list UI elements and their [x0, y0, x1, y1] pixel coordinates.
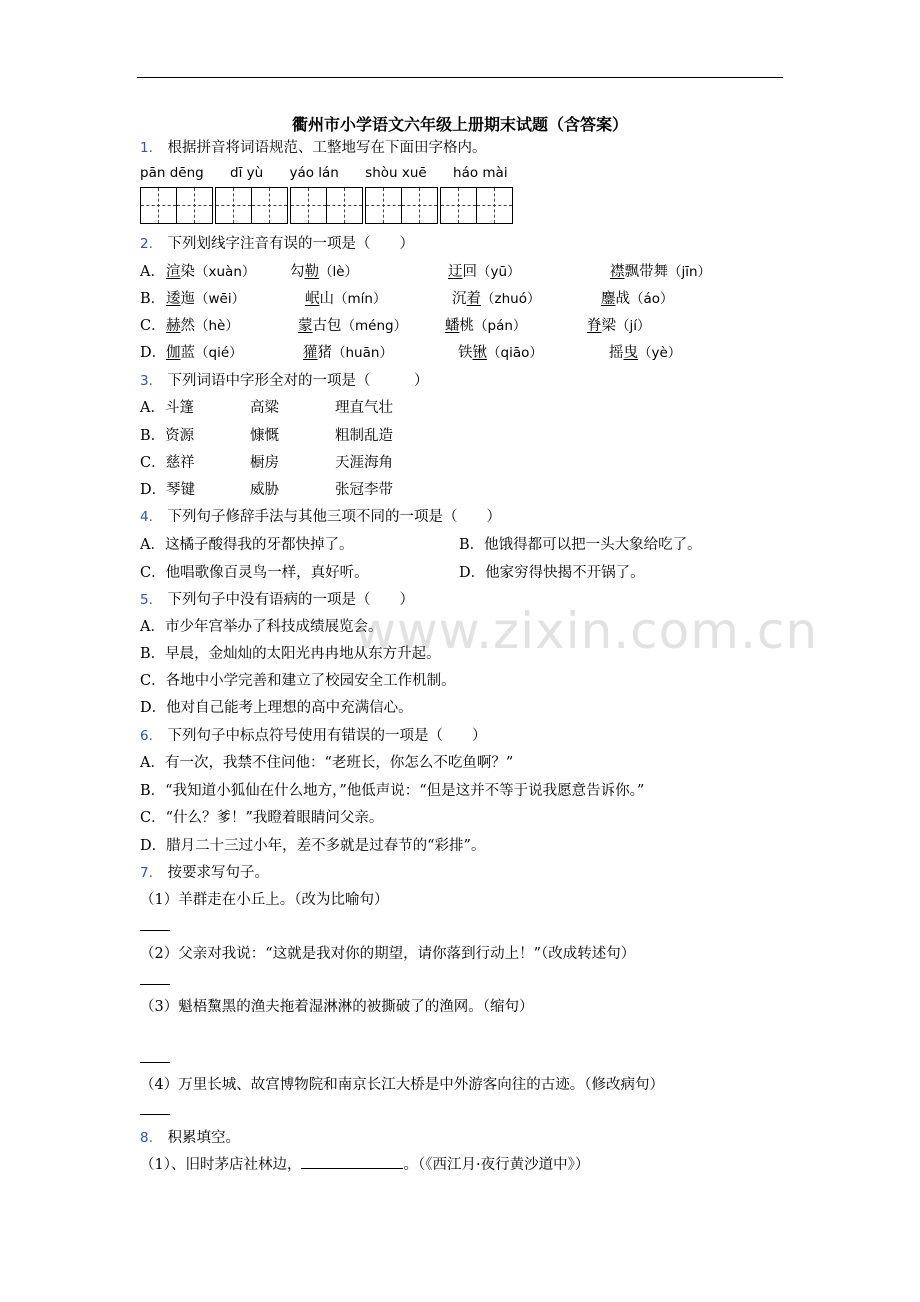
q2-item: 渲染（xuàn） — [166, 264, 256, 280]
q2-item: 逶迤（wēi） — [166, 291, 246, 307]
q2-item: 鏖战（áo） — [601, 291, 674, 307]
watermark: www.zixin.com.cn — [355, 602, 819, 660]
q6-option-b: B．“我知道小狐仙在什么地方，”他低声说：“但是这并不等于说我愿意告诉你。” — [140, 783, 645, 799]
fill-blank[interactable] — [301, 1154, 403, 1169]
q8-line-1 — [140, 1153, 589, 1174]
question-text: 下列句子中标点符号使用有错误的一项是（ ） — [167, 728, 487, 744]
pinyin: dī yù — [230, 165, 264, 181]
question-number: 6. — [140, 728, 153, 744]
answer-line[interactable] — [140, 916, 170, 935]
grid-cell[interactable] — [291, 188, 326, 223]
q6-option-c: C．“什么？爹！”我瞪着眼睛问父亲。 — [140, 810, 384, 826]
tianzige-grid — [140, 187, 508, 224]
question-text: 下列句子中没有语病的一项是（ ） — [167, 592, 414, 608]
q2-option-b — [140, 287, 165, 308]
q2-item: 襟飘带舞（jīn） — [610, 264, 712, 280]
grid-cell[interactable] — [326, 188, 362, 223]
question-7 — [140, 861, 269, 882]
question-text: 下列划线字注音有误的一项是（ ） — [167, 236, 414, 252]
question-5 — [140, 588, 414, 609]
q2-option-d — [140, 341, 166, 362]
q3-word: 天涯海角 — [335, 455, 393, 471]
q3-option-a: A．斗篷 — [140, 400, 194, 416]
q3-word: 张冠李带 — [335, 482, 393, 498]
q3-option-b: B．资源 — [140, 428, 195, 444]
pinyin: shòu xuē — [365, 165, 427, 181]
q3-word: 理直气壮 — [335, 400, 393, 416]
q2-item: 伽蓝（qié） — [166, 345, 243, 361]
q4-option-c: C．他唱歌像百灵鸟一样，真好听。 — [140, 565, 369, 581]
q2-item: 獾猪（huān） — [303, 345, 393, 361]
grid-cell[interactable] — [476, 188, 512, 223]
answer-line[interactable] — [140, 1048, 170, 1067]
q3-word: 威胁 — [250, 482, 279, 498]
q5-option-b: B．早晨，金灿灿的太阳光冉冉地从东方升起。 — [140, 646, 441, 662]
q2-item: 蒙古包（méng） — [298, 318, 408, 334]
q4-option-d: D．他家穷得快揭不开锅了。 — [459, 565, 645, 581]
q2-item: 摇曳（yè） — [609, 345, 682, 361]
q3-option-d: D．琴键 — [140, 482, 196, 498]
question-text: 根据拼音将词语规范、工整地写在下面田字格内。 — [167, 140, 487, 156]
q5-option-a: A．市少年宫举办了科技成绩展览会。 — [140, 619, 383, 635]
q2-item: 赫然（hè） — [166, 318, 239, 334]
q6-option-d: D．腊月二十三过小年，差不多就是过春节的“彩排”。 — [140, 838, 486, 854]
question-number: 5. — [140, 592, 153, 608]
question-1 — [140, 136, 487, 157]
question-number: 3. — [140, 373, 153, 389]
q2-item: 勾勒（lè） — [290, 264, 359, 280]
question-text: 下列句子修辞手法与其他三项不同的一项是（ ） — [167, 509, 501, 525]
header-rule — [137, 77, 783, 78]
question-number: 4. — [140, 509, 153, 525]
q5-option-d: D．他对自己能考上理想的高中充满信心。 — [140, 700, 413, 716]
pinyin-row — [140, 165, 508, 181]
word-box[interactable] — [215, 187, 288, 224]
word-box[interactable] — [440, 187, 513, 224]
question-4 — [140, 505, 501, 526]
option-label: B． — [140, 291, 166, 307]
question-number: 2. — [140, 236, 153, 252]
q2-item: 脊梁（jí） — [587, 318, 651, 334]
grid-cell[interactable] — [176, 188, 212, 223]
option-label: D． — [140, 345, 167, 361]
q3-word: 粗制乱造 — [335, 428, 393, 444]
pinyin: háo mài — [453, 165, 508, 181]
question-6 — [140, 724, 487, 745]
q8-text: 。（《西江月·夜行黄沙道中》） — [403, 1157, 590, 1173]
q3-option-c: C．慈祥 — [140, 455, 195, 471]
question-number: 7. — [140, 865, 153, 881]
grid-cell[interactable] — [366, 188, 401, 223]
q2-item: 沉着（zhuó） — [452, 291, 541, 307]
question-text: 下列词语中字形全对的一项是（ ） — [167, 373, 429, 389]
word-box[interactable] — [140, 187, 213, 224]
q7-sub-1: （1）羊群走在小丘上。（改为比喻句） — [140, 892, 389, 908]
question-2 — [140, 232, 414, 253]
pinyin: yáo lán — [289, 165, 339, 181]
question-8 — [140, 1126, 240, 1147]
q3-word: 橱房 — [250, 455, 279, 471]
q4-option-a: A．这橘子酸得我的牙都快掉了。 — [140, 537, 354, 553]
answer-line[interactable] — [140, 970, 170, 989]
q7-sub-3: （3）魁梧黧黑的渔夫拖着湿淋淋的被撕破了的渔网。（缩句） — [140, 999, 534, 1015]
q2-item: 岷山（mín） — [305, 291, 387, 307]
question-number: 1. — [140, 140, 153, 156]
grid-cell[interactable] — [141, 188, 176, 223]
q7-sub-4: （4）万里长城、故宫博物院和南京长江大桥是中外游客向往的古迹。（修改病句） — [140, 1077, 664, 1093]
q2-item: 迂回（yū） — [448, 264, 521, 280]
q7-sub-2: （2）父亲对我说：“这就是我对你的期望，请你落到行动上！”（改成转述句） — [140, 946, 636, 962]
grid-cell[interactable] — [401, 188, 437, 223]
grid-cell[interactable] — [251, 188, 287, 223]
word-box[interactable] — [290, 187, 363, 224]
option-label: C． — [140, 318, 166, 334]
q2-option-a — [140, 260, 165, 281]
question-3 — [140, 369, 429, 390]
q3-word: 高粱 — [250, 400, 279, 416]
q4-option-b: B．他饿得都可以把一头大象给吃了。 — [459, 537, 702, 553]
question-text: 按要求写句子。 — [167, 865, 269, 881]
question-number: 8. — [140, 1130, 153, 1146]
q3-word: 慷慨 — [250, 428, 279, 444]
q2-option-c — [140, 314, 166, 335]
q5-option-c: C．各地中小学完善和建立了校园安全工作机制。 — [140, 673, 456, 689]
page-title: 衢州市小学语文六年级上册期末试题（含答案） — [291, 115, 628, 134]
answer-line[interactable] — [140, 1100, 170, 1119]
q2-item: 蟠桃（pán） — [445, 318, 527, 334]
q2-item: 铁锹（qiāo） — [458, 345, 543, 361]
question-text: 积累填空。 — [167, 1130, 240, 1146]
pinyin: pān dēng — [140, 165, 204, 181]
word-box[interactable] — [365, 187, 438, 224]
option-label: A． — [140, 264, 165, 280]
q6-option-a: A．有一次，我禁不住问他：“老班长，你怎么不吃鱼啊？” — [140, 755, 514, 771]
grid-cell[interactable] — [216, 188, 251, 223]
q8-text: （1）、旧时茅店社林边， — [140, 1157, 302, 1173]
grid-cell[interactable] — [441, 188, 476, 223]
